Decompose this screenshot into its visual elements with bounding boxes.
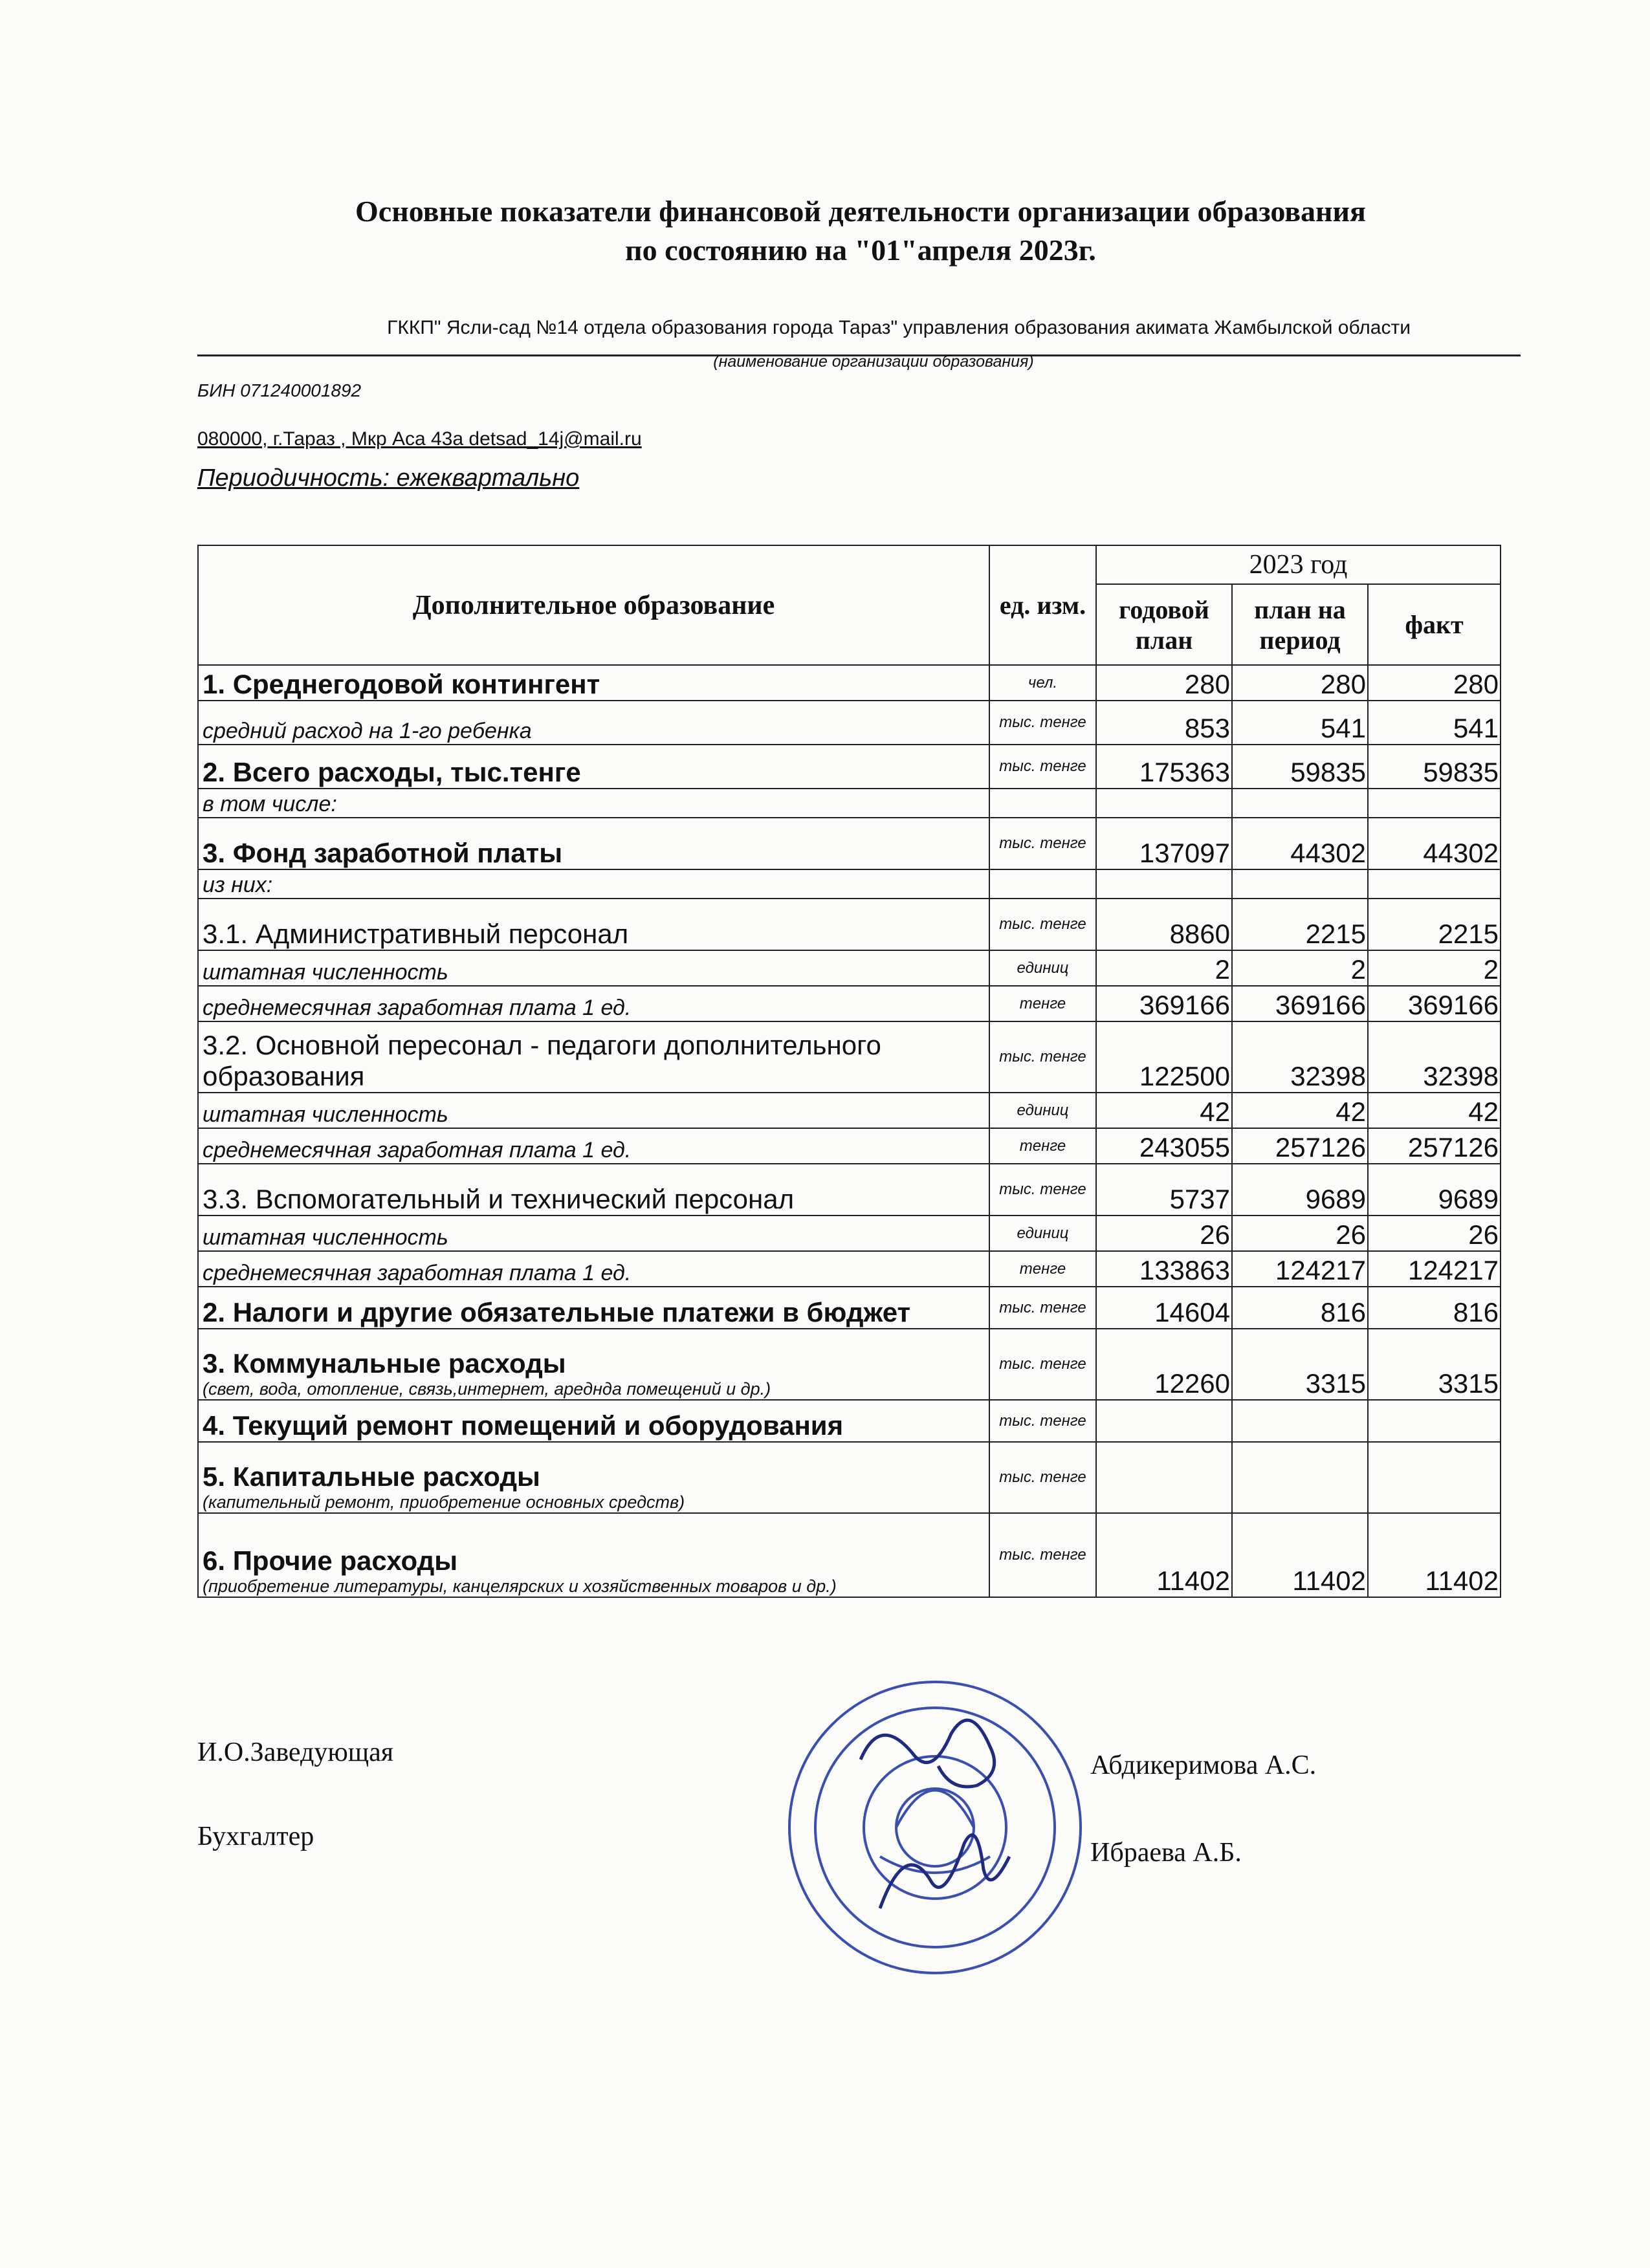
- cell-fact: 280: [1368, 665, 1501, 701]
- cell-fact: 32398: [1368, 1021, 1501, 1093]
- cell-fact: 59835: [1368, 745, 1501, 789]
- row-label: [198, 869, 989, 899]
- cell-period: 59835: [1232, 745, 1368, 789]
- row-unit: тенге: [989, 1251, 1096, 1287]
- row-unit: тыс. тенге: [989, 1400, 1096, 1442]
- row-unit: тыс. тенге: [989, 818, 1096, 869]
- row-label: [198, 665, 989, 701]
- table-row: [198, 1093, 1501, 1128]
- cell-fact: [1368, 869, 1501, 899]
- cell-fact: 2: [1368, 950, 1501, 986]
- row-label: [198, 1442, 989, 1513]
- row-label-text: среднемесячная заработная плата 1 ед.: [203, 996, 632, 1020]
- row-label-text: 2. Налоги и другие обязательные платежи в бюджет: [203, 1297, 911, 1327]
- cell-annual: [1096, 789, 1232, 818]
- accountant-name: Ибраева А.Б.: [1090, 1838, 1242, 1868]
- row-label: [198, 1128, 989, 1164]
- row-unit: тенге: [989, 986, 1096, 1021]
- row-label-text: из них:: [203, 873, 273, 897]
- row-label-text: среднемесячная заработная плата 1 ед.: [203, 1138, 632, 1162]
- cell-fact: 3315: [1368, 1329, 1501, 1400]
- row-unit: [989, 789, 1096, 818]
- cell-fact: 541: [1368, 701, 1501, 745]
- periodicity: Периодичность: ежеквартально: [197, 464, 580, 492]
- cell-annual: 133863: [1096, 1251, 1232, 1287]
- row-label: [198, 1400, 989, 1442]
- row-label-text: в том числе:: [203, 792, 337, 816]
- cell-fact: 124217: [1368, 1251, 1501, 1287]
- row-label-text: 5. Капитальные расходы: [203, 1461, 540, 1492]
- row-label-note: (приобретение литературы, канцелярских и хозяйственных товаров и др.): [203, 1576, 837, 1596]
- cell-period: [1232, 1400, 1368, 1442]
- row-label-note: (капительный ремонт, приобретение основных средств): [203, 1492, 685, 1512]
- cell-period: 280: [1232, 665, 1368, 701]
- table-row: [198, 1287, 1501, 1329]
- header-unit: ед. изм.: [989, 545, 1096, 665]
- row-unit: единиц: [989, 1093, 1096, 1128]
- table-row: [198, 789, 1501, 818]
- table-row: [198, 818, 1501, 869]
- table-row: [198, 1128, 1501, 1164]
- row-unit: тыс. тенге: [989, 1021, 1096, 1093]
- cell-fact: 9689: [1368, 1164, 1501, 1216]
- table-row: [198, 1329, 1501, 1400]
- header-annual-plan: годовой план: [1096, 584, 1232, 665]
- row-label-text: средний расход на 1-го ребенка: [203, 719, 532, 743]
- cell-period: 32398: [1232, 1021, 1368, 1093]
- row-label: [198, 1513, 989, 1597]
- row-label-text: 6. Прочие расходы: [203, 1545, 458, 1576]
- organization-caption: (наименование организации образования): [713, 353, 1034, 371]
- row-label: [198, 789, 989, 818]
- cell-annual: 175363: [1096, 745, 1232, 789]
- row-label: [198, 1021, 989, 1093]
- row-unit: тыс. тенге: [989, 745, 1096, 789]
- cell-fact: 42: [1368, 1093, 1501, 1128]
- cell-annual: [1096, 1442, 1232, 1513]
- cell-period: 9689: [1232, 1164, 1368, 1216]
- cell-annual: 853: [1096, 701, 1232, 745]
- row-label-text: среднемесячная заработная плата 1 ед.: [203, 1261, 632, 1285]
- cell-fact: 26: [1368, 1216, 1501, 1251]
- document-title-line1: Основные показатели финансовой деятельности организации образования: [355, 195, 1366, 228]
- row-unit: тыс. тенге: [989, 1164, 1096, 1216]
- table-row: [198, 665, 1501, 701]
- cell-fact: [1368, 789, 1501, 818]
- row-label: [198, 818, 989, 869]
- row-label-text: штатная численность: [203, 1102, 448, 1127]
- table-row: [198, 701, 1501, 745]
- head-role: И.О.Заведующая: [197, 1738, 394, 1767]
- table-row: [198, 1164, 1501, 1216]
- row-label-text: 4. Текущий ремонт помещений и оборудования: [203, 1410, 844, 1441]
- row-label: [198, 1164, 989, 1216]
- table-row: [198, 1442, 1501, 1513]
- cell-period: 257126: [1232, 1128, 1368, 1164]
- row-unit: тыс. тенге: [989, 1329, 1096, 1400]
- table-row: [198, 869, 1501, 899]
- cell-period: 816: [1232, 1287, 1368, 1329]
- row-label: [198, 1216, 989, 1251]
- table-row: [198, 1513, 1501, 1597]
- row-unit: тенге: [989, 1128, 1096, 1164]
- cell-annual: 8860: [1096, 899, 1232, 950]
- row-label-note: (свет, вода, отопление, связь,интернет, аредндa помещений и др.): [203, 1379, 771, 1399]
- row-label: [198, 1329, 989, 1400]
- row-label-text: 3.3. Вспомогательный и технический персонал: [203, 1184, 795, 1214]
- head-name: Абдикеримова А.С.: [1090, 1750, 1317, 1780]
- bin-number: БИН 071240001892: [197, 380, 362, 400]
- cell-annual: 12260: [1096, 1329, 1232, 1400]
- cell-period: 2: [1232, 950, 1368, 986]
- document-title-line2: по состоянию на "01"апреля 2023г.: [625, 234, 1096, 267]
- row-label-text: 1. Среднегодовой контингент: [203, 669, 600, 699]
- organization-name: ГККП" Ясли-сад №14 отдела образования города Тараз" управления образования акимата Жамбылской области: [387, 317, 1411, 338]
- cell-fact: 44302: [1368, 818, 1501, 869]
- row-unit: [989, 869, 1096, 899]
- cell-annual: 5737: [1096, 1164, 1232, 1216]
- row-label: [198, 1251, 989, 1287]
- row-label: [198, 899, 989, 950]
- cell-period: [1232, 1442, 1368, 1513]
- cell-period: 2215: [1232, 899, 1368, 950]
- row-label: [198, 745, 989, 789]
- row-unit: единиц: [989, 1216, 1096, 1251]
- table-row: [198, 950, 1501, 986]
- row-unit: тыс. тенге: [989, 899, 1096, 950]
- table-row: [198, 1021, 1501, 1093]
- address: 080000, г.Тараз , Мкр Аса 43а detsad_14j@mail.ru: [197, 428, 642, 450]
- official-stamp: [783, 1675, 1087, 1979]
- cell-fact: 11402: [1368, 1513, 1501, 1597]
- table-row: [198, 1251, 1501, 1287]
- cell-fact: 257126: [1368, 1128, 1501, 1164]
- row-unit: чел.: [989, 665, 1096, 701]
- header-year: 2023 год: [1096, 545, 1501, 584]
- cell-fact: 369166: [1368, 986, 1501, 1021]
- row-unit: тыс. тенге: [989, 701, 1096, 745]
- cell-period: [1232, 869, 1368, 899]
- row-unit: тыс. тенге: [989, 1287, 1096, 1329]
- cell-annual: [1096, 1400, 1232, 1442]
- cell-period: 3315: [1232, 1329, 1368, 1400]
- cell-annual: 14604: [1096, 1287, 1232, 1329]
- cell-period: 124217: [1232, 1251, 1368, 1287]
- cell-period: 11402: [1232, 1513, 1368, 1597]
- cell-period: 26: [1232, 1216, 1368, 1251]
- cell-fact: [1368, 1442, 1501, 1513]
- header-fact: факт: [1368, 584, 1501, 665]
- row-label: [198, 1287, 989, 1329]
- cell-period: [1232, 789, 1368, 818]
- table-row: [198, 899, 1501, 950]
- cell-annual: 11402: [1096, 1513, 1232, 1597]
- table-row: [198, 1216, 1501, 1251]
- cell-period: 44302: [1232, 818, 1368, 869]
- table-row: [198, 986, 1501, 1021]
- row-label: [198, 701, 989, 745]
- cell-fact: 2215: [1368, 899, 1501, 950]
- row-label-text: 3.1. Административный персонал: [203, 919, 629, 949]
- row-label-text: штатная численность: [203, 960, 448, 985]
- cell-annual: 369166: [1096, 986, 1232, 1021]
- row-label: [198, 950, 989, 986]
- cell-annual: 122500: [1096, 1021, 1232, 1093]
- row-unit: тыс. тенге: [989, 1513, 1096, 1597]
- row-label-text: 2. Всего расходы, тыс.тенге: [203, 757, 581, 787]
- cell-annual: 137097: [1096, 818, 1232, 869]
- header-period-plan: план на период: [1232, 584, 1368, 665]
- accountant-role: Бухгалтер: [197, 1822, 314, 1851]
- cell-annual: 2: [1096, 950, 1232, 986]
- cell-period: 541: [1232, 701, 1368, 745]
- financial-table: [197, 545, 1501, 1598]
- row-label-text: 3.2. Основной пересонал - педагоги дополнительного образования: [203, 1030, 881, 1091]
- cell-period: 369166: [1232, 986, 1368, 1021]
- row-label-text: штатная численность: [203, 1225, 448, 1250]
- signature-head: [861, 1720, 995, 1787]
- row-label-text: 3. Фонд заработной платы: [203, 838, 563, 868]
- row-label: [198, 986, 989, 1021]
- cell-fact: [1368, 1400, 1501, 1442]
- table-row: [198, 745, 1501, 789]
- cell-annual: 243055: [1096, 1128, 1232, 1164]
- cell-period: 42: [1232, 1093, 1368, 1128]
- row-unit: тыс. тенге: [989, 1442, 1096, 1513]
- table-row: [198, 1400, 1501, 1442]
- cell-annual: 280: [1096, 665, 1232, 701]
- cell-annual: 42: [1096, 1093, 1232, 1128]
- row-label: [198, 1093, 989, 1128]
- row-label-text: 3. Коммунальные расходы: [203, 1348, 566, 1379]
- cell-fact: 816: [1368, 1287, 1501, 1329]
- cell-annual: [1096, 869, 1232, 899]
- header-section: Дополнительное образование: [198, 545, 989, 665]
- row-unit: единиц: [989, 950, 1096, 986]
- cell-annual: 26: [1096, 1216, 1232, 1251]
